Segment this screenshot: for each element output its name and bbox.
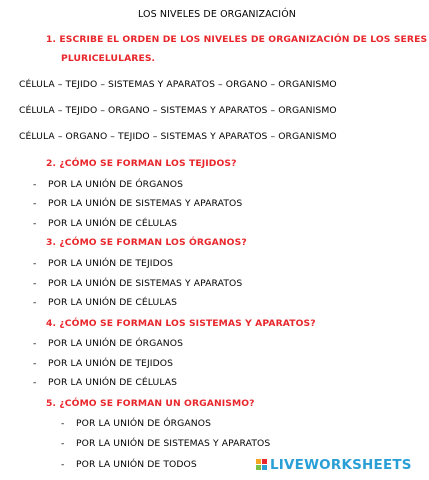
dash-marker: - bbox=[61, 459, 65, 470]
liveworksheets-logo-icon bbox=[256, 459, 268, 471]
q3-option-3[interactable]: POR LA UNIÓN DE CÉLULAS bbox=[48, 297, 178, 308]
logo-text: LIVEWORKSHEETS bbox=[270, 457, 412, 473]
dash-marker: - bbox=[33, 278, 37, 289]
dash-marker: - bbox=[33, 338, 37, 349]
question-3: 3. ¿CÓMO SE FORMAN LOS ÓRGANOS? bbox=[46, 237, 247, 248]
q5-option-3[interactable]: POR LA UNIÓN DE TODOS bbox=[76, 459, 197, 470]
dash-marker: - bbox=[33, 358, 37, 369]
q2-option-2[interactable]: POR LA UNIÓN DE SISTEMAS Y APARATOS bbox=[48, 198, 243, 209]
dash-marker: - bbox=[33, 179, 37, 190]
dash-marker: - bbox=[33, 297, 37, 308]
page-title: LOS NIVELES DE ORGANIZACIÓN bbox=[138, 9, 296, 20]
question-5: 5. ¿CÓMO SE FORMAN UN ORGANISMO? bbox=[46, 398, 255, 409]
q3-option-1[interactable]: POR LA UNIÓN DE TEJIDOS bbox=[48, 258, 174, 269]
question-4: 4. ¿CÓMO SE FORMAN LOS SISTEMAS Y APARATOS? bbox=[46, 318, 316, 329]
q4-option-2[interactable]: POR LA UNIÓN DE TEJIDOS bbox=[48, 358, 174, 369]
dash-marker: - bbox=[61, 418, 65, 429]
q2-option-3[interactable]: POR LA UNIÓN DE CÉLULAS bbox=[48, 218, 178, 229]
question-1-line-2: PLURICELULARES. bbox=[61, 53, 156, 64]
q4-option-1[interactable]: POR LA UNIÓN DE ÓRGANOS bbox=[48, 338, 183, 349]
dash-marker: - bbox=[33, 218, 37, 229]
q1-option-1[interactable]: CÉLULA – TEJIDO – SISTEMAS Y APARATOS – ORGANO – ORGANISMO bbox=[19, 79, 337, 90]
q5-option-2[interactable]: POR LA UNIÓN DE SISTEMAS Y APARATOS bbox=[76, 438, 271, 449]
q1-option-3[interactable]: CÉLULA – ORGANO – TEJIDO – SISTEMAS Y APARATOS – ORGANISMO bbox=[19, 131, 337, 142]
question-1-line-1: 1. ESCRIBE EL ORDEN DE LOS NIVELES DE ORGANIZACIÓN DE LOS SERES bbox=[46, 34, 428, 45]
dash-marker: - bbox=[33, 377, 37, 388]
dash-marker: - bbox=[33, 258, 37, 269]
q1-option-2[interactable]: CÉLULA – TEJIDO – ORGANO – SISTEMAS Y APARATOS – ORGANISMO bbox=[19, 105, 337, 116]
dash-marker: - bbox=[33, 198, 37, 209]
liveworksheets-logo bbox=[256, 457, 412, 473]
q5-option-1[interactable]: POR LA UNIÓN DE ÓRGANOS bbox=[76, 418, 211, 429]
q3-option-2[interactable]: POR LA UNIÓN DE SISTEMAS Y APARATOS bbox=[48, 278, 243, 289]
question-2: 2. ¿CÓMO SE FORMAN LOS TEJIDOS? bbox=[46, 158, 237, 169]
dash-marker: - bbox=[61, 438, 65, 449]
q4-option-3[interactable]: POR LA UNIÓN DE CÉLULAS bbox=[48, 377, 178, 388]
q2-option-1[interactable]: POR LA UNIÓN DE ÓRGANOS bbox=[48, 179, 183, 190]
